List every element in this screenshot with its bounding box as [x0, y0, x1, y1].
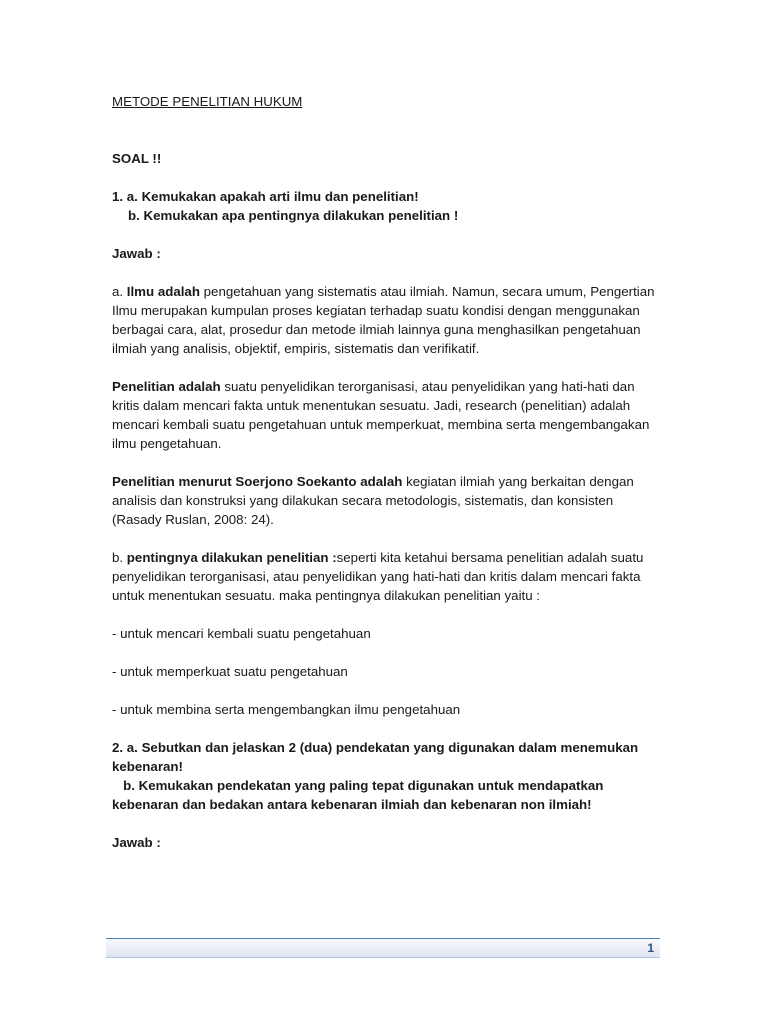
page-content: [112, 92, 657, 871]
question-2b: b. Kemukakan pendekatan yang paling tepat digunakan untuk mendapatkan kebenaran dan bedakan antara kebenaran ilmiah dan kebenaran non ilmiah!: [112, 778, 608, 812]
paragraph-ilmu: [112, 282, 657, 358]
question-2a: 2. a. Sebutkan dan jelaskan 2 (dua) pendekatan yang digunakan dalam menemukan kebenaran!: [112, 740, 639, 774]
paragraph-ilmu-prefix: a.: [112, 284, 127, 299]
question-1a: 1. a. Kemukakan apakah arti ilmu dan penelitian!: [112, 189, 419, 204]
soal-heading: SOAL !!: [112, 151, 162, 166]
paragraph-pentingnya-term: pentingnya dilakukan penelitian :: [126, 550, 337, 565]
paragraph-pentingnya: [112, 548, 657, 605]
paragraph-ilmu-term: Ilmu adalah: [126, 284, 200, 299]
list-item: - untuk membina serta mengembangkan ilmu pengetahuan: [112, 702, 461, 717]
document-title: METODE PENELITIAN HUKUM: [112, 94, 303, 109]
paragraph-penelitian-term: Penelitian adalah: [112, 379, 221, 394]
question-1b: b. Kemukakan apa pentingnya dilakukan penelitian !: [128, 208, 459, 223]
jawab-heading-2: Jawab :: [112, 835, 161, 850]
jawab-heading-1: Jawab :: [112, 246, 161, 261]
paragraph-penelitian-text: suatu penyelidikan terorganisasi, atau penyelidikan yang hati-hati dan kritis dalam mencari fakta untuk menentukan sesuatu. Jadi, research (penelitian) adalah mencari kembali suatu pengetahuan untuk memperkuat, membina serta mengembangakan ilmu pengetahuan.: [112, 379, 650, 451]
list-item: - untuk memperkuat suatu pengetahuan: [112, 664, 348, 679]
paragraph-ilmu-text: pengetahuan yang sistematis atau ilmiah. Namun, secara umum, Pengertian Ilmu merupakan kumpulan proses kegiatan terhadap suatu kondisi dengan menggunakan berbagai cara, alat, prosedur dan metode ilmiah lainnya guna menghasilkan pengetahuan ilmiah yang analisis, objektif, empiris, sistematis dan verifikatif.: [112, 284, 655, 356]
paragraph-soekanto: [112, 472, 657, 529]
paragraph-pentingnya-text: seperti kita ketahui bersama penelitian adalah suatu penyelidikan terorganisasi, atau penyelidikan yang hati-hati dan kritis dalam mencari fakta untuk menentukan sesuatu. maka pentingnya dilakukan penelitian yaitu :: [112, 550, 644, 603]
paragraph-soekanto-text: kegiatan ilmiah yang berkaitan dengan analisis dan konstruksi yang dilakukan secara metodologis, sistematis, dan konsisten (Rasady Ruslan, 2008: 24).: [112, 474, 634, 527]
paragraph-pentingnya-prefix: b.: [112, 550, 127, 565]
page-number: 1: [647, 941, 654, 955]
page-footer: [106, 938, 660, 958]
paragraph-penelitian: [112, 377, 657, 453]
paragraph-soekanto-term: Penelitian menurut Soerjono Soekanto adalah: [112, 474, 403, 489]
list-item: - untuk mencari kembali suatu pengetahuan: [112, 626, 371, 641]
